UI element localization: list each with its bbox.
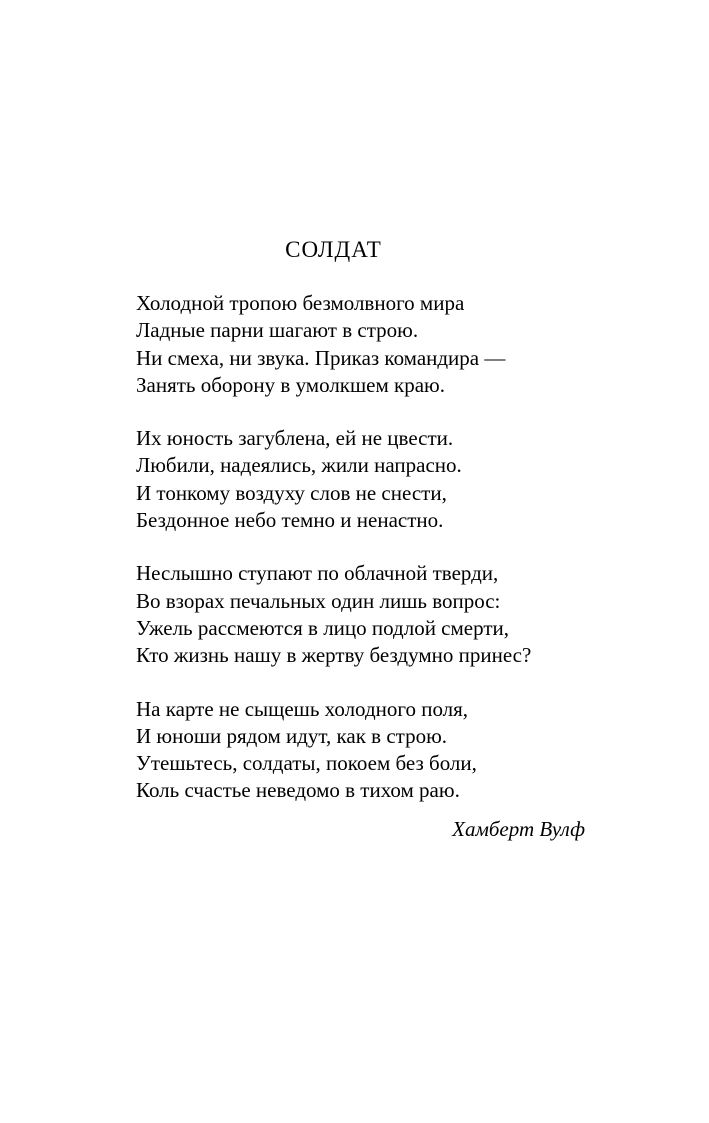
stanza-2 <box>136 425 656 534</box>
poem-title: СОЛДАТ <box>285 237 382 262</box>
poem-line: Во взорах печальных один лишь вопрос: <box>136 588 501 613</box>
poem-line: И тонкому воздуху слов не снести, <box>136 480 447 505</box>
poem-line: Кто жизнь нашу в жертву бездумно принес? <box>136 643 532 668</box>
poem-line: Утешьтесь, солдаты, покоем без боли, <box>136 751 477 776</box>
poem-line: На карте не сыщешь холодного поля, <box>136 696 469 721</box>
poem-line: Любили, надеялись, жили напрасно. <box>136 453 462 478</box>
poem-line: Ужель рассмеются в лицо подлой смерти, <box>136 615 510 640</box>
poem-line: Неслышно ступают по облачной тверди, <box>136 561 499 586</box>
poem-body <box>136 290 656 831</box>
poem-line: Коль счастье неведомо в тихом раю. <box>136 778 460 803</box>
poem-author: Хамберт Вулф <box>452 817 585 841</box>
poem-line: Занять оборону в умолкшем краю. <box>136 372 445 397</box>
poem-line: Ни смеха, ни звука. Приказ командира — <box>136 345 506 370</box>
poem-line: Холодной тропою безмолвного мира <box>136 291 465 315</box>
stanza-1 <box>136 290 656 399</box>
poem-line: И юноши рядом идут, как в строю. <box>136 723 448 748</box>
poem-line: Их юность загублена, ей не цвести. <box>136 426 454 451</box>
poem-line: Ладные парни шагают в строю. <box>136 318 419 343</box>
stanza-4 <box>136 696 656 805</box>
poem-line: Бездонное небо темно и ненастно. <box>136 508 444 533</box>
stanza-3 <box>136 560 656 669</box>
